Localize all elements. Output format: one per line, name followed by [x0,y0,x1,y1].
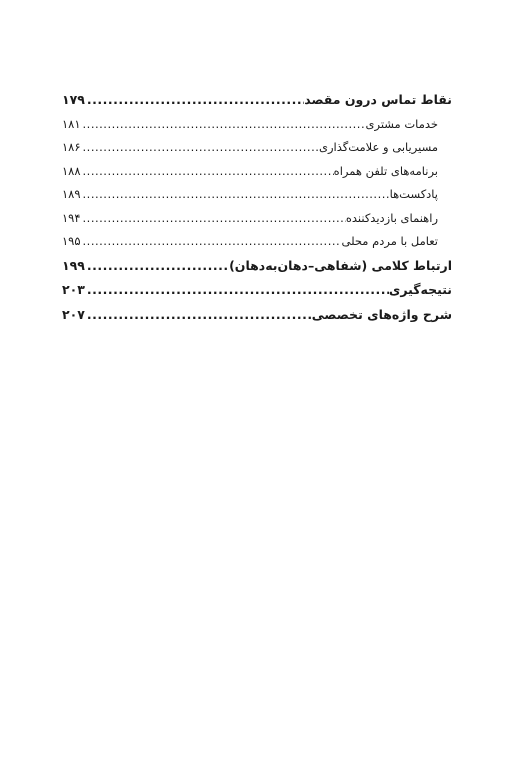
dot-leader [85,282,389,297]
toc-entry-title: پادکست‌ها [389,187,438,201]
toc-entry-title: مسیریابی و علامت‌گذاری [318,140,438,154]
dot-leader [81,187,390,201]
dot-leader [81,164,334,178]
toc-entry-customer-service[interactable] [62,117,452,141]
toc-page-number: ۱۹۹ [62,257,85,273]
dot-leader [81,211,346,225]
toc-entry-glossary[interactable] [62,307,452,332]
table-of-contents [62,92,452,331]
dot-leader [85,307,312,322]
toc-page-number: ۱۸۱ [62,116,81,131]
toc-page-number: ۱۹۵ [62,234,81,248]
toc-entry-word-of-mouth[interactable] [62,258,452,283]
dot-leader [81,140,319,154]
toc-entry-title: تعامل با مردم محلی [341,234,438,248]
toc-entry-podcasts[interactable] [62,187,452,211]
toc-entry-title: ارتباط کلامی (شفاهی–دهان‌به‌دهان) [229,257,452,273]
toc-entry-title: برنامه‌های تلفن همراه [333,163,438,178]
toc-entry-title: خدمات مشتری [365,116,438,131]
toc-page-number: ۱۹۴ [62,210,81,225]
dot-leader [85,258,229,273]
toc-entry-title: راهنمای بازدیدکننده [345,210,438,225]
dot-leader [81,234,342,248]
toc-page-number: ۲۰۷ [62,306,85,322]
dot-leader [85,92,304,107]
toc-entry-locals-interaction[interactable] [62,234,452,258]
toc-entry-title: نقاط تماس درون مقصد [304,92,452,107]
toc-entry-visitor-guide[interactable] [62,211,452,235]
dot-leader [81,117,366,131]
toc-entry-conclusion[interactable] [62,282,452,307]
toc-page-number: ۱۸۶ [62,140,81,154]
toc-page-number: ۱۷۹ [62,92,85,107]
toc-entry-title: شرح واژه‌های تخصصی [311,306,452,322]
toc-entry-title: نتیجه‌گیری [388,282,452,297]
toc-page-number: ۱۸۹ [62,187,81,201]
toc-entry-wayfinding-signage[interactable] [62,140,452,164]
toc-page-number: ۱۸۸ [62,163,81,178]
toc-entry-mobile-apps[interactable] [62,164,452,188]
toc-page-number: ۲۰۳ [62,282,85,297]
toc-entry-touchpoints[interactable] [62,92,452,117]
